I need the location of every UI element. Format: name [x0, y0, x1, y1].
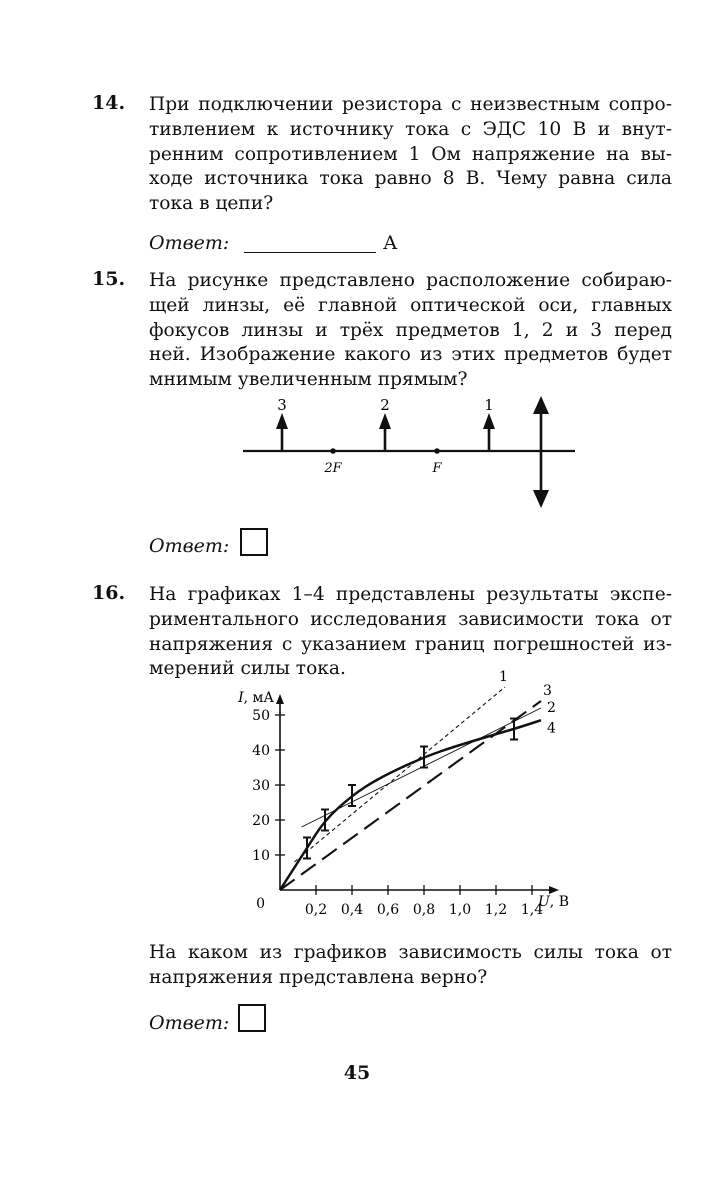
y-tick-label: 40: [252, 743, 270, 759]
x-axis-arrow: [549, 886, 559, 894]
text-line: тивлением к источнику тока с ЭДС 10 В и внут-: [149, 118, 672, 140]
y-tick-label: 20: [252, 813, 270, 829]
question-16-number: 16.: [92, 582, 126, 604]
series-1-line: [294, 687, 505, 862]
series-4-line: [280, 720, 541, 890]
text-line: На каком из графиков зависимость силы тока от: [149, 942, 672, 963]
q16-answer-box[interactable]: [238, 1004, 266, 1032]
focus-f-label: F: [432, 461, 442, 476]
text-line: щей линзы, её главной оптической оси, главных: [149, 294, 672, 316]
y-tick-label: 10: [252, 848, 270, 864]
series-3-label: 3: [543, 683, 552, 699]
q15-answer-box[interactable]: [240, 528, 268, 556]
origin-label: 0: [256, 896, 265, 912]
text-line: ренним сопротивлением 1 Ом напряжение на вы-: [149, 143, 672, 165]
x-tick-label: 0,6: [376, 902, 400, 918]
q16-answer-label: Ответ:: [149, 1012, 230, 1034]
y-axis-label: I, мА: [238, 690, 274, 706]
q15-answer-label: Ответ:: [149, 535, 230, 557]
focus-2f-point: [330, 448, 336, 454]
series-4-label: 4: [547, 720, 556, 737]
text-line: фокусов линзы и трёх предметов 1, 2 и 3 перед: [149, 319, 672, 341]
text-line: риментального исследования зависимости тока от: [149, 608, 672, 630]
x-tick-label: 1,2: [484, 902, 508, 918]
object-3-label: 3: [277, 396, 287, 414]
text-line: На рисунке представлено расположение собираю-: [149, 270, 672, 291]
error-bar: [303, 838, 311, 859]
object-2-label: 2: [380, 396, 390, 414]
question-16-prompt: [149, 941, 672, 991]
y-tick-label: 50: [252, 708, 270, 724]
object-3: [276, 413, 288, 451]
series-2-label: 2: [547, 700, 556, 716]
question-16-text: [149, 583, 672, 682]
object-2: [379, 413, 391, 451]
x-tick-label: 0,4: [340, 902, 364, 918]
question-15-number: 15.: [92, 268, 126, 290]
page-number: 45: [343, 1062, 371, 1084]
q14-answer-label: Ответ:: [149, 232, 230, 254]
text-line: напряжения представлена верно?: [149, 966, 488, 988]
question-14-number: 14.: [92, 92, 126, 114]
text-line: тока в цепи?: [149, 193, 274, 215]
series-3-line: [280, 701, 541, 890]
text-line: мнимым увеличенным прямым?: [149, 369, 468, 391]
object-1: [483, 413, 495, 451]
text-line: ней. Изображение какого из этих предметов будет: [149, 344, 672, 366]
x-tick-label: 0,2: [304, 902, 328, 918]
text-line: На графиках 1–4 представлены результаты экспе-: [149, 584, 672, 605]
focus-f-point: [434, 448, 440, 454]
q14-answer-unit: А: [383, 232, 398, 254]
x-tick-label: 1,4: [520, 902, 544, 918]
x-axis-label: U, В: [537, 894, 569, 910]
y-axis-arrow: [276, 694, 284, 704]
x-tick-label: 0,8: [412, 902, 436, 918]
y-tick-label: 30: [252, 778, 270, 794]
text-line: При подключении резистора с неизвестным сопро-: [149, 94, 672, 115]
text-line: мерений силы тока.: [149, 658, 346, 680]
x-tick-label: 1,0: [448, 902, 472, 918]
text-line: напряжения с указанием границ погрешностей из-: [149, 633, 672, 655]
current-voltage-chart: [220, 669, 600, 930]
object-1-label: 1: [484, 396, 494, 414]
series-1-label: 1: [499, 669, 508, 685]
text-line: ходе источника тока равно 8 В. Чему равна сила: [149, 168, 672, 190]
focus-2f-label: 2F: [324, 461, 342, 476]
